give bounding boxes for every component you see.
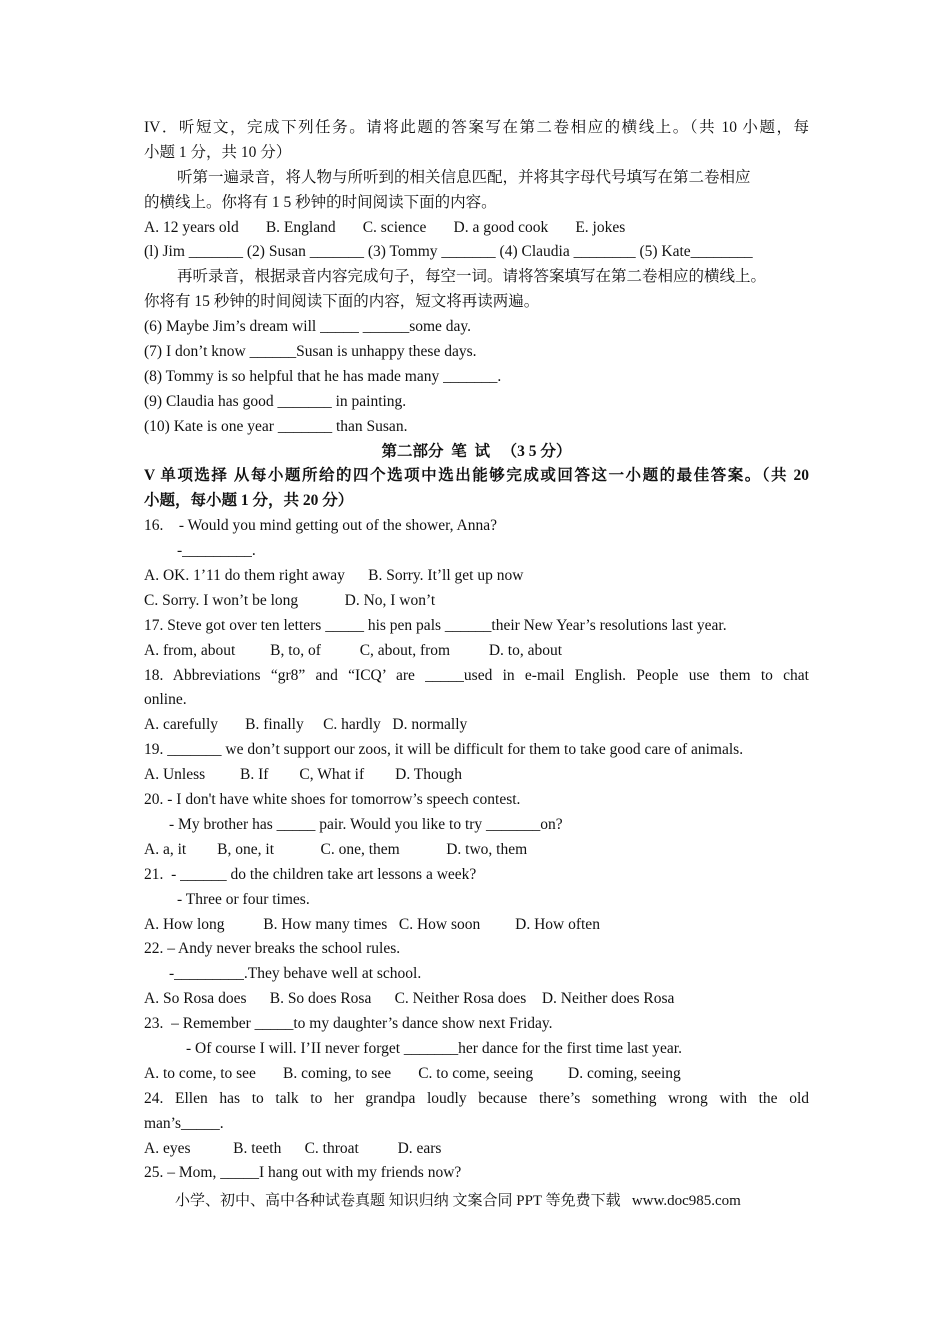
section5-heading-line1: V 单项选择 从每小题所给的四个选项中选出能够完成或回答这一小题的最佳答案。（共 20 bbox=[144, 467, 809, 485]
sentence-8: (8) Tommy is so helpful that he has made many _______. bbox=[144, 367, 502, 385]
section5-heading-line2: 小题，每小题 1 分，共 20 分） bbox=[144, 492, 354, 510]
question-25: 25. – Mom, _____I hang out with my friends now? bbox=[144, 1164, 462, 1182]
question-23: 23. – Remember _____to my daughter’s dance show next Friday. bbox=[144, 1015, 553, 1033]
question-22-response: -_________.They behave well at school. bbox=[169, 965, 422, 983]
section4-instruction2-line1: 再听录音，根据录音内容完成句子，每空一词。请将答案填写在第二卷相应的横线上。 bbox=[177, 268, 767, 286]
matching-blanks: (l) Jim _______ (2) Susan _______ (3) Tommy _______ (4) Claudia ________ (5) Kate________ bbox=[144, 243, 753, 261]
matching-options: A. 12 years old B. England C. science D. a good cook E. jokes bbox=[144, 218, 626, 236]
sentence-9: (9) Claudia has good _______ in painting. bbox=[144, 392, 407, 410]
question-23-response: - Of course I will. I’II never forget _______her dance for the first time last year. bbox=[186, 1039, 682, 1057]
question-21-options: A. How long B. How many times C. How soon D. How often bbox=[144, 915, 600, 933]
part2-title: 第二部分 笔 试 （3 5 分） bbox=[381, 442, 572, 460]
section4-instruction2-line2: 你将有 15 秒钟的时间阅读下面的内容，短文将再读两遍。 bbox=[144, 293, 540, 311]
question-21: 21. - ______ do the children take art lessons a week? bbox=[144, 865, 477, 883]
question-16-options-2: C. Sorry. I won’t be long D. No, I won’t bbox=[144, 591, 436, 609]
section4-instruction1-line2: 的横线上。你将有 1 5 秒钟的时间阅读下面的内容。 bbox=[144, 193, 497, 211]
sentence-10: (10) Kate is one year _______ than Susan. bbox=[144, 417, 408, 435]
question-20: 20. - I don't have white shoes for tomorrow’s speech contest. bbox=[144, 791, 521, 809]
question-22-options: A. So Rosa does B. So does Rosa C. Neither Rosa does D. Neither does Rosa bbox=[144, 990, 675, 1008]
question-22: 22. – Andy never breaks the school rules. bbox=[144, 940, 401, 958]
question-16: 16. - Would you mind getting out of the shower, Anna? bbox=[144, 517, 498, 535]
question-18-line2: online. bbox=[144, 691, 187, 709]
section4-heading-line2: 小题 1 分，共 10 分） bbox=[144, 143, 292, 161]
question-24-line2: man’s_____. bbox=[144, 1114, 224, 1132]
question-16-response: -_________. bbox=[177, 542, 256, 560]
section4-heading-line1: IV．听短文，完成下列任务。请将此题的答案写在第二卷相应的横线上。（共 10 小题，每 bbox=[144, 119, 809, 136]
question-17: 17. Steve got over ten letters _____ his pen pals ______their New Year’s resolutions last year. bbox=[144, 616, 727, 634]
question-20-response: - My brother has _____ pair. Would you like to try _______on? bbox=[169, 815, 563, 833]
question-24-options: A. eyes B. teeth C. throat D. ears bbox=[144, 1139, 442, 1157]
question-18-line1: 18. Abbreviations “gr8” and “ICQ’ are _____used in e-mail English. People use them to chat bbox=[144, 666, 809, 684]
question-18-options: A. carefully B. finally C. hardly D. normally bbox=[144, 716, 468, 734]
question-16-options-1: A. OK. 1’11 do them right away B. Sorry. It’ll get up now bbox=[144, 567, 524, 585]
question-17-options: A. from, about B, to, of C, about, from D. to, about bbox=[144, 641, 563, 659]
question-23-options: A. to come, to see B. coming, to see C. to come, seeing D. coming, seeing bbox=[144, 1064, 681, 1082]
page-footer: 小学、初中、高中各种试卷真题 知识归纳 文案合同 PPT 等免费下载 www.doc985.com bbox=[175, 1193, 741, 1209]
question-21-response: - Three or four times. bbox=[177, 890, 310, 908]
exam-page bbox=[144, 116, 809, 1186]
sentence-7: (7) I don’t know ______Susan is unhappy these days. bbox=[144, 343, 477, 361]
question-24-line1: 24. Ellen has to talk to her grandpa loudly because there’s something wrong with the old bbox=[144, 1089, 809, 1107]
question-19-options: A. Unless B. If C, What if D. Though bbox=[144, 766, 463, 784]
question-20-options: A. a, it B, one, it C. one, them D. two, them bbox=[144, 840, 528, 858]
question-19: 19. _______ we don’t support our zoos, it will be difficult for them to take good care of animals. bbox=[144, 741, 744, 759]
section4-instruction1-line1: 听第一遍录音，将人物与所听到的相关信息匹配，并将其字母代号填写在第二卷相应 bbox=[177, 168, 751, 186]
sentence-6: (6) Maybe Jim’s dream will _____ ______some day. bbox=[144, 318, 472, 336]
